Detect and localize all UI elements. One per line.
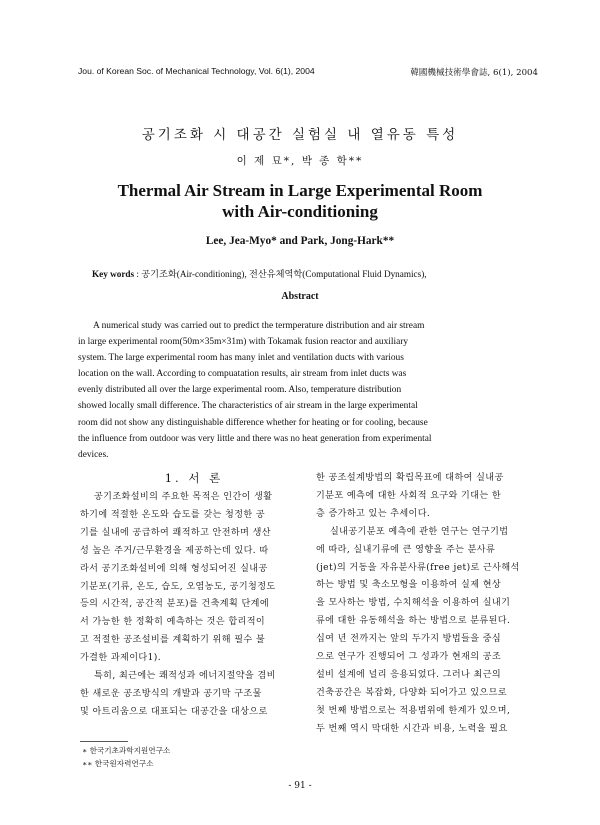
body-line: 에 따라, 실내기류에 큰 영향을 주는 분사류 [316,544,496,555]
body-line: 한 새로운 공조방식의 개발과 공기막 구조물 [80,688,262,699]
english-title-line: Thermal Air Stream in Large Experimental Room [117,181,483,200]
keywords-label: Key words [92,269,135,279]
body-line: 기분포(기류, 온도, 습도, 오염농도, 공기청정도 [80,581,276,592]
body-line: 기를 실내에 공급하여 쾌적하고 안전하며 생산 [80,527,271,538]
journal-header-en: Jou. of Korean Soc. of Mechanical Technology, Vol. 6(1), 2004 [78,66,315,76]
abstract-line: showed locally small difference. The characteristics of air stream in the large experimental [78,401,418,412]
body-line: 두 번째 역시 막대한 시간과 비용, 노력을 필요 [316,723,508,734]
body-line: 고 적절한 공조설비를 계획하기 위해 필수 불 [80,635,266,646]
body-line: 서 가능한 한 정확히 예측하는 것은 합리적이 [80,617,266,628]
journal-header-ko: 韓國機械技術學會誌, 6(1), 2004 [410,68,538,78]
keywords [92,266,552,280]
body-line: 실내공기분포 예측에 관한 연구는 연구기법 [330,526,509,537]
body-line: (jet)의 거동을 자유분사류(free jet)로 근사해석 [316,562,520,573]
korean-title: 공기조화 시 대공간 실험실 내 열유동 특성 [141,127,459,143]
abstract-body [78,318,526,463]
abstract-heading: Abstract [281,291,319,302]
abstract-line: location on the wall. According to compuatation results, air stream from inlet ducts was [78,369,407,380]
body-line: 공기조화설비의 주요한 목적은 인간이 생활 [94,492,273,502]
abstract-line: A numerical study was carried out to predict the termperature distribution and air stream [93,321,425,331]
body-line: 등의 시간적, 공간적 분포)를 건축계획 단계에 [80,599,270,610]
body-line: 특히, 최근에는 쾌적성과 에너지절약을 겸비 [94,671,276,682]
body-line: 하기에 적절한 온도와 습도를 갖는 청정한 공 [80,509,266,520]
abstract-line: system. The large experimental room has many inlet and ventilation ducts with various [78,353,404,364]
english-authors: Lee, Jea-Myo* and Park, Jong-Hark** [205,235,395,247]
body-line: 설비 설계에 널리 응용되었다. 그러나 최근의 [316,669,502,680]
section-heading: 1. 서 론 [164,471,224,485]
body-line: 및 아트리움으로 대표되는 대공간을 대상으로 [80,706,268,717]
footnote: ∗ 한국기초과학지원연구소 [82,746,171,755]
abstract-line: room did not show any distinguishable difference whether for heating or for cooling, because [78,417,428,428]
body-line: 을 모사하는 방법, 수치해석을 이용하여 실내기 [316,598,511,609]
footnote: ∗∗ 한국원자력연구소 [82,759,154,768]
left-column [80,489,308,722]
body-line: 층 증가하고 있는 추세이다. [316,508,431,519]
abstract-line: devices. [78,449,109,460]
right-column [316,470,546,739]
body-line: 으로 연구가 진행되어 그 성과가 현재의 공조 [316,652,502,663]
korean-authors: 이 제 묘*, 박 종 학** [236,155,364,167]
abstract-line: evenly distributed all over the large experimental room. Also, temperature distribution [78,385,402,396]
page-number: - 91 - [288,781,312,791]
body-line: 하는 방법 및 축소모형을 이용하여 실제 현상 [316,580,502,591]
abstract-line: the influence from outdoor was very little and there was no heat generation from experimental [78,433,432,444]
english-title [0,180,600,222]
body-line: 건축공간은 복잡화, 다양화 되어가고 있으므로 [316,687,507,698]
body-line: 성 높은 주거/근무환경을 제공하는데 있다. 따 [80,545,269,556]
body-line: 기분포 예측에 대한 사회적 요구와 기대는 한 [316,490,502,501]
english-title-line: with Air-conditioning [222,202,378,221]
footnote-divider [80,741,128,742]
body-line: 가결한 과제이다1). [80,653,162,664]
body-line: 라서 공기조화설비에 의해 형성되어진 실내공 [80,563,268,574]
body-line: 류에 대한 유동해석을 하는 방법으로 분류된다. [316,616,511,627]
keywords-text: : 공기조화(Air-conditioning), 전산유체역학(Computational Fluid Dynamics), [134,269,427,279]
abstract-line: in large experimental room(50m×35m×31m) with Tokamak fusion reactor and auxiliary [78,337,409,348]
footnotes [82,744,170,770]
body-line: 첫 번째 방법으로는 적용범위에 한계가 있으며, [316,705,511,716]
body-line: 십여 년 전까지는 앞의 두가지 방법들을 중심 [316,634,502,645]
running-header [78,66,538,80]
body-line: 한 공조설계방법의 확립목표에 대하여 실내공 [316,473,504,483]
